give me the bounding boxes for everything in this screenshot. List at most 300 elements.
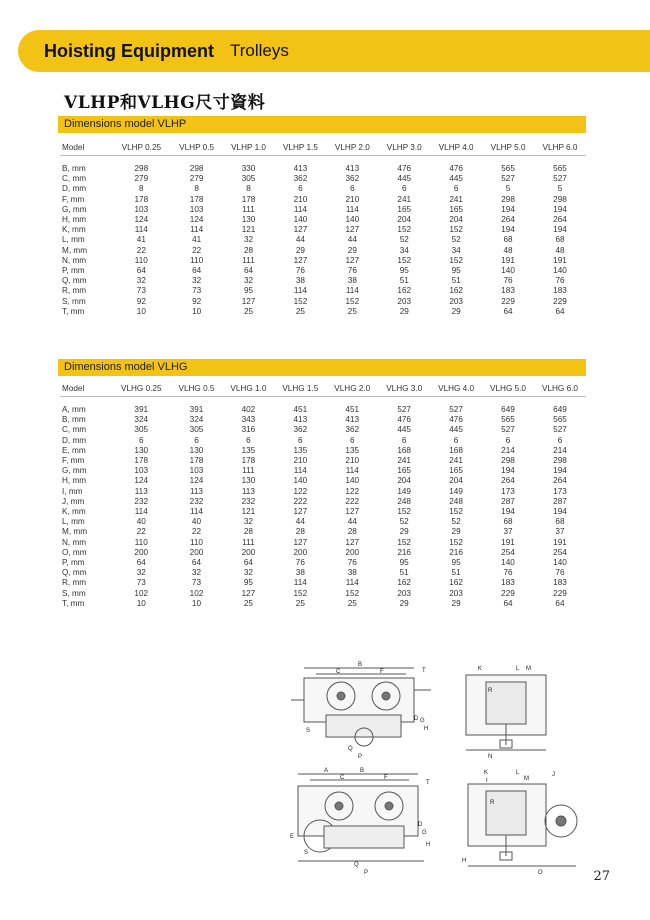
table-cell: 200	[189, 547, 204, 557]
table-cell: 210	[293, 456, 308, 466]
table-cell: 6	[557, 435, 563, 445]
table-cell: 135	[241, 445, 256, 455]
column-header-model: Model	[60, 380, 112, 397]
column-header: VLHP 2.0	[326, 139, 378, 156]
table-cell: 248	[449, 496, 463, 506]
table-cell: 254	[553, 547, 567, 557]
table-cell: 51	[451, 276, 461, 286]
vlhg-dimensions-table	[60, 380, 586, 609]
dimension-label: Q	[348, 746, 353, 752]
table-cell: 64	[191, 558, 202, 568]
table-cell: 76	[347, 266, 357, 276]
row-label: K, mm	[62, 225, 86, 235]
table-cell: 110	[189, 537, 203, 547]
table-cell: 476	[449, 164, 463, 173]
table-cell: 178	[134, 194, 149, 204]
table-cell: 527	[397, 405, 411, 414]
vlhp-dimensions-table	[60, 139, 586, 317]
column-header: VLHG 1.0	[222, 380, 274, 397]
dimension-label: F	[380, 669, 384, 675]
table-cell: 527	[553, 174, 567, 184]
table-cell: 264	[553, 215, 567, 225]
table-row	[60, 415, 586, 425]
table-cell: 52	[451, 235, 461, 245]
column-header: VLHP 0.25	[112, 139, 171, 156]
dimension-label: M	[524, 776, 529, 782]
table-cell: 194	[501, 225, 515, 235]
table-cell: 264	[553, 476, 567, 486]
table-cell: 29	[347, 245, 357, 255]
table-cell: 200	[241, 547, 256, 557]
table-cell: 173	[501, 486, 515, 496]
table-cell: 279	[189, 174, 204, 184]
table-cell: 305	[241, 174, 256, 184]
row-label: P, mm	[62, 266, 85, 276]
table-cell: 114	[293, 286, 307, 296]
table-cell: 204	[449, 215, 463, 225]
row-label: T, mm	[62, 306, 85, 316]
table-cell: 103	[134, 466, 149, 476]
table-cell: 476	[397, 415, 411, 425]
table-cell: 29	[451, 598, 461, 608]
table-cell: 298	[501, 456, 515, 466]
table-cell: 68	[503, 517, 513, 527]
table-cell: 191	[501, 537, 515, 547]
table-row	[60, 174, 586, 184]
dimension-label: R	[488, 688, 493, 694]
dimension-label: T	[422, 668, 426, 674]
table-row	[60, 487, 586, 497]
column-header: VLHP 4.0	[430, 139, 482, 156]
table-cell: 37	[503, 527, 513, 537]
table-cell: 68	[555, 517, 565, 527]
table-cell: 130	[134, 445, 149, 455]
table-cell: 73	[136, 578, 146, 588]
page-number: 27	[593, 869, 610, 884]
vlhg-side-view-drawing	[456, 766, 586, 876]
table-cell: 124	[189, 215, 204, 225]
table-cell: 165	[397, 204, 412, 214]
table-row	[60, 235, 586, 245]
table-cell: 64	[136, 558, 146, 568]
table-cell: 111	[242, 466, 255, 476]
table-cell: 565	[553, 164, 567, 173]
table-cell: 48	[555, 245, 565, 255]
vlhp-side-view-drawing	[456, 660, 566, 760]
dimension-label: P	[364, 870, 369, 876]
table-cell: 178	[134, 456, 149, 466]
row-label: S, mm	[62, 588, 86, 598]
table-row	[60, 568, 586, 578]
vlhg-front-view-drawing	[284, 766, 444, 876]
table-cell: 140	[293, 476, 308, 486]
column-header: VLHG 5.0	[482, 380, 534, 397]
table-cell: 229	[501, 296, 515, 306]
row-label: N, mm	[62, 537, 87, 547]
table-cell: 152	[449, 255, 463, 265]
vlhp-front-view-drawing	[286, 660, 436, 760]
table-row	[60, 456, 586, 466]
table-cell: 194	[501, 204, 515, 214]
table-row	[60, 246, 586, 256]
row-label: O, mm	[62, 547, 87, 557]
table-cell: 152	[449, 507, 463, 517]
table-cell: 152	[397, 507, 411, 517]
table-cell: 127	[293, 225, 308, 235]
table-cell: 122	[345, 486, 360, 496]
dimension-label: B	[360, 768, 365, 774]
table-cell: 114	[293, 578, 307, 588]
table-cell: 28	[295, 527, 305, 537]
table-cell: 232	[189, 496, 204, 506]
table-cell: 32	[191, 568, 202, 578]
table-cell: 64	[243, 266, 254, 276]
row-label: Q, mm	[62, 568, 87, 578]
table-cell: 413	[345, 415, 360, 425]
table-cell: 391	[134, 405, 149, 414]
column-header: VLHG 0.25	[112, 380, 171, 397]
row-label: G, mm	[62, 204, 87, 214]
table-cell: 110	[190, 255, 204, 265]
table-cell: 565	[553, 415, 567, 425]
table-cell: 111	[242, 204, 255, 214]
table-cell: 6	[401, 435, 407, 445]
column-header: VLHG 1.5	[274, 380, 326, 397]
table-cell: 183	[501, 578, 515, 588]
table-row	[60, 266, 586, 276]
table-cell: 114	[345, 286, 359, 296]
row-label: E, mm	[62, 445, 86, 455]
table-cell: 95	[451, 558, 461, 568]
table-cell: 191	[553, 255, 567, 265]
table-cell: 103	[189, 204, 204, 214]
table-cell: 232	[241, 496, 256, 506]
table-cell: 127	[293, 507, 308, 517]
row-label: L, mm	[62, 235, 85, 245]
dimension-label: K	[484, 770, 489, 776]
table-row	[60, 548, 586, 558]
dimension-label: K	[478, 666, 483, 672]
table-cell: 113	[189, 486, 203, 496]
table-cell: 254	[501, 547, 515, 557]
table-cell: 22	[136, 527, 146, 537]
table-cell: 135	[345, 445, 360, 455]
table-row	[60, 286, 586, 296]
table-cell: 216	[397, 547, 411, 557]
table-cell: 324	[189, 415, 204, 425]
table-cell: 38	[295, 568, 305, 578]
table-cell: 64	[555, 598, 565, 608]
dimension-label: G	[422, 830, 427, 836]
dimension-label: D	[414, 716, 419, 722]
table-cell: 48	[503, 245, 513, 255]
table-cell: 10	[136, 306, 146, 316]
table-row	[60, 538, 586, 548]
row-label: T, mm	[62, 598, 85, 608]
table-cell: 68	[503, 235, 513, 245]
table-cell: 10	[192, 306, 202, 316]
table-cell: 25	[347, 598, 357, 608]
column-header: VLHP 3.0	[378, 139, 430, 156]
table-cell: 22	[136, 245, 146, 255]
dimension-label: S	[304, 850, 309, 856]
table-cell: 445	[397, 425, 411, 435]
table-cell: 103	[134, 204, 149, 214]
table-cell: 527	[501, 174, 515, 184]
table-cell: 6	[298, 184, 303, 194]
table-cell: 216	[449, 547, 463, 557]
dimension-label: H	[426, 842, 431, 848]
page-title: VLHP和VLHG尺寸資料	[64, 93, 266, 113]
table-cell: 6	[401, 184, 407, 194]
table-cell: 76	[503, 276, 513, 286]
table-row	[60, 215, 586, 225]
table-cell: 127	[241, 296, 256, 306]
table-cell: 162	[449, 578, 463, 588]
table-cell: 130	[241, 476, 256, 486]
table-cell: 127	[241, 588, 256, 598]
table-cell: 127	[345, 507, 360, 517]
table-cell: 413	[345, 164, 360, 173]
table-cell: 38	[295, 276, 305, 286]
table-cell: 203	[449, 296, 463, 306]
spacer-row	[60, 397, 586, 406]
table-cell: 222	[345, 496, 360, 506]
table-cell: 32	[243, 276, 254, 286]
table-cell: 527	[553, 425, 567, 435]
table-cell: 28	[347, 527, 357, 537]
dimension-label: L	[516, 666, 520, 672]
dimension-label: F	[384, 775, 388, 781]
row-label: P, mm	[62, 558, 85, 568]
table-cell: 140	[553, 558, 567, 568]
row-label: R, mm	[62, 578, 87, 588]
table-cell: 44	[295, 235, 305, 245]
table-cell: 10	[191, 598, 202, 608]
row-label: B, mm	[62, 164, 86, 173]
table-row	[60, 425, 586, 435]
table-cell: 203	[449, 588, 463, 598]
table-cell: 127	[345, 255, 360, 265]
table-cell: 152	[293, 296, 308, 306]
row-label: G, mm	[62, 466, 87, 476]
row-label: H, mm	[62, 215, 87, 225]
table-cell: 51	[451, 568, 461, 578]
dimension-label: N	[488, 754, 493, 760]
table-row	[60, 195, 586, 205]
table-cell: 140	[345, 476, 360, 486]
table-cell: 121	[241, 507, 256, 517]
table-cell: 44	[347, 517, 357, 527]
table-cell: 130	[189, 445, 204, 455]
dimension-label: M	[526, 666, 531, 672]
table-cell: 476	[449, 415, 463, 425]
row-label: L, mm	[62, 517, 85, 527]
table-cell: 29	[295, 245, 305, 255]
table-cell: 124	[134, 476, 149, 486]
table-cell: 135	[293, 445, 308, 455]
table-row	[60, 307, 586, 317]
table-cell: 264	[501, 476, 515, 486]
table-cell: 114	[293, 204, 307, 214]
dimension-label: R	[490, 800, 495, 806]
row-label: D, mm	[62, 435, 87, 445]
dimension-label: S	[306, 728, 311, 734]
table-cell: 6	[349, 435, 355, 445]
table-cell: 178	[241, 194, 256, 204]
table-cell: 165	[449, 466, 463, 476]
table-row	[60, 225, 586, 235]
table-cell: 162	[397, 578, 411, 588]
table-cell: 287	[501, 496, 515, 506]
table-cell: 140	[501, 558, 515, 568]
table-cell: 229	[501, 588, 515, 598]
table-cell: 214	[553, 445, 567, 455]
table-cell: 152	[345, 588, 360, 598]
table-cell: 6	[350, 184, 355, 194]
table-cell: 127	[293, 537, 308, 547]
table-cell: 362	[293, 174, 308, 184]
table-cell: 241	[397, 194, 412, 204]
table-cell: 102	[189, 588, 204, 598]
table-cell: 649	[553, 405, 567, 414]
table-cell: 165	[449, 204, 463, 214]
table-cell: 210	[345, 456, 360, 466]
table-cell: 298	[501, 194, 515, 204]
page-header	[18, 30, 650, 72]
table-cell: 64	[136, 266, 146, 276]
table-cell: 121	[241, 225, 256, 235]
dimension-label: A	[324, 768, 329, 774]
table-cell: 232	[134, 496, 149, 506]
table-cell: 298	[553, 194, 567, 204]
table-row	[60, 164, 586, 174]
table-cell: 52	[451, 517, 461, 527]
table-cell: 6	[246, 435, 251, 445]
table-cell: 114	[190, 225, 204, 235]
column-header: VLHP 1.5	[274, 139, 326, 156]
table-cell: 95	[243, 578, 253, 588]
table-cell: 6	[453, 435, 459, 445]
table-cell: 64	[243, 558, 253, 568]
table-cell: 25	[295, 598, 305, 608]
table-cell: 25	[243, 598, 253, 608]
table-cell: 6	[194, 435, 199, 445]
table-cell: 114	[345, 578, 359, 588]
column-header: VLHP 5.0	[482, 139, 534, 156]
table-cell: 168	[449, 445, 463, 455]
table-cell: 204	[397, 215, 412, 225]
table-cell: 204	[449, 476, 463, 486]
table-cell: 305	[134, 425, 149, 435]
row-label: N, mm	[62, 255, 87, 265]
table-cell: 114	[189, 507, 203, 517]
row-label: A, mm	[62, 405, 86, 414]
table-cell: 68	[555, 235, 565, 245]
table-cell: 241	[397, 456, 411, 466]
table-cell: 51	[399, 276, 409, 286]
column-header: VLHG 2.0	[326, 380, 378, 397]
row-label: R, mm	[62, 286, 87, 296]
table-cell: 32	[243, 235, 254, 245]
table-row	[60, 256, 586, 266]
column-header: VLHG 0.5	[171, 380, 223, 397]
table-cell: 95	[399, 558, 409, 568]
table-cell: 114	[134, 507, 148, 517]
dimension-label: O	[538, 870, 543, 876]
table-cell: 29	[451, 527, 461, 537]
column-header: VLHG 4.0	[430, 380, 482, 397]
table-cell: 95	[243, 286, 254, 296]
column-header: VLHP 0.5	[171, 139, 223, 156]
table-cell: 210	[345, 194, 360, 204]
table-cell: 203	[397, 296, 412, 306]
dimension-label: D	[418, 822, 423, 828]
table-cell: 229	[553, 296, 567, 306]
table-cell: 64	[503, 598, 513, 608]
table-cell: 200	[134, 547, 149, 557]
table-cell: 114	[345, 466, 359, 476]
column-header: VLHP 6.0	[534, 139, 586, 156]
table-cell: 34	[399, 245, 409, 255]
table-cell: 305	[189, 425, 204, 435]
table-cell: 264	[501, 215, 515, 225]
table-cell: 25	[347, 306, 357, 316]
dimension-label: C	[340, 775, 345, 781]
table-cell: 73	[192, 286, 202, 296]
table-row	[60, 517, 586, 527]
table-cell: 64	[192, 266, 202, 276]
table-cell: 114	[345, 204, 359, 214]
table-cell: 152	[397, 225, 412, 235]
table-cell: 451	[293, 405, 308, 414]
table-cell: 124	[189, 476, 204, 486]
table-cell: 183	[553, 286, 567, 296]
table-cell: 451	[345, 405, 360, 414]
table-cell: 183	[553, 578, 567, 588]
table-cell: 298	[553, 456, 567, 466]
table-cell: 476	[397, 164, 412, 173]
table-cell: 241	[449, 456, 463, 466]
table-cell: 140	[553, 266, 567, 276]
table-cell: 5	[557, 184, 563, 194]
row-label: I, mm	[62, 486, 83, 496]
table-cell: 114	[134, 225, 148, 235]
table-row	[60, 466, 586, 476]
table-cell: 178	[241, 456, 256, 466]
table-cell: 76	[555, 276, 565, 286]
row-label: B, mm	[62, 415, 86, 425]
spacer-row	[60, 156, 586, 165]
dimension-label: T	[426, 780, 430, 786]
table-cell: 73	[136, 286, 146, 296]
table-cell: 168	[397, 445, 411, 455]
table-cell: 527	[501, 425, 515, 435]
table-cell: 241	[449, 194, 463, 204]
table-row	[60, 205, 586, 215]
table-cell: 32	[136, 276, 146, 286]
table-cell: 122	[293, 486, 308, 496]
table-cell: 111	[242, 255, 255, 265]
table-cell: 191	[553, 537, 567, 547]
dimension-label: G	[420, 718, 425, 724]
dimension-label: H	[424, 726, 429, 732]
table-cell: 565	[501, 415, 515, 425]
table-cell: 222	[293, 496, 308, 506]
dimension-label: E	[290, 834, 295, 840]
table-cell: 52	[399, 235, 409, 245]
table-cell: 113	[241, 486, 255, 496]
